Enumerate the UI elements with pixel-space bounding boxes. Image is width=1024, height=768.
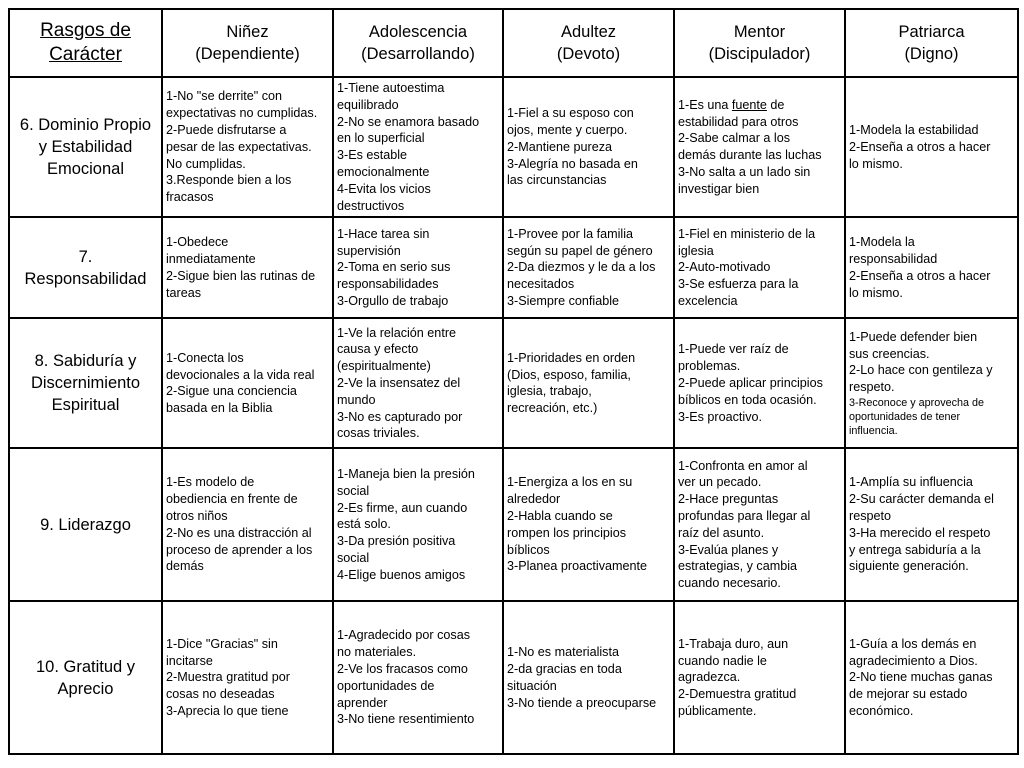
cell-line: 1-Es una fuente de [678,97,785,112]
cell-line: 1-Trabaja duro, aun [678,636,789,651]
cell-line: 3-Aprecia lo que tiene [166,704,289,719]
cell-line: agradezca. [678,670,741,685]
cell-line: 2-Auto-motivado [678,260,771,275]
cell-line: 1-No "se derrite" con [166,89,283,104]
cell-line: rompen los principios [507,525,626,540]
cell-line: 2-No es una distracción al [166,525,312,540]
cell-line: 2-Toma en serio sus [337,260,451,275]
header-traits-text [12,19,159,67]
cell-line: 4-Elige buenos amigos [337,567,466,582]
column-subtitle: (Devoto) [556,45,621,63]
column-title: Adultez [560,23,617,41]
cell-line: 2-Es firme, aun cuando [337,500,468,515]
cell-line: 1-Puede defender bien [849,329,978,344]
cell-line: tareas [166,285,202,300]
table-cell [333,217,503,318]
cell-line: 3-Siempre confiable [507,294,620,309]
table-cell [674,601,845,754]
trait-name-line: 6. Dominio Propio [19,116,152,135]
cell-line: iglesia [678,243,714,258]
cell-line: sus creencias. [849,346,930,361]
table-cell [162,318,333,448]
cell-line: supervisión [337,243,401,258]
cell-line: (espiritualmente) [337,359,431,374]
cell-line: raíz del asunto. [678,525,765,540]
table-cell [845,318,1018,448]
cell-line: está solo. [337,517,391,532]
table-cell [333,77,503,217]
table-row [9,77,1018,217]
cell-line: 2-Muestra gratitud por [166,670,290,685]
trait-name-line: Espiritual [51,396,120,415]
cell-line: 1-Modela la estabilidad [849,122,979,137]
cell-line: 3.Responde bien a los [166,173,292,188]
cell-line: fracasos [166,190,214,205]
cell-line: responsabilidades [337,277,439,292]
cell-line: basada en la Biblia [166,401,273,416]
cell-line: 3-No tiende a preocuparse [507,695,657,710]
cell-line: 2-Enseña a otros a hacer [849,268,991,283]
cell-line: 1-Modela la [849,235,915,250]
trait-name [9,217,162,318]
cell-line: devocionales a la vida real [166,367,315,382]
column-subtitle: (Discipulador) [708,45,811,63]
table-row [9,217,1018,318]
cell-line: 2-Hace preguntas [678,492,779,507]
column-subtitle: (Digno) [904,45,959,63]
header-traits [9,9,162,77]
table-row [9,318,1018,448]
cell-line: 3-Evalúa planes y [678,542,779,557]
cell-line: estabilidad para otros [678,114,799,129]
cell-line: 1-No es materialista [507,645,619,660]
cell-line: demás [166,559,204,574]
cell-line: de mejorar su estado [849,687,968,702]
cell-line: social [337,483,370,498]
header-adolescencia [333,9,503,77]
cell-line: económico. [849,704,914,719]
trait-name [9,77,162,217]
table-cell [674,448,845,601]
cell-line: 3-No salta a un lado sin [678,164,811,179]
cell-line: 2-Lo hace con gentileza y [849,363,993,378]
cell-line: responsabilidad [849,252,938,267]
cell-line: 1-Conecta los [166,350,244,365]
trait-name [9,318,162,448]
cell-line: necesitados [507,277,575,292]
cell-line: emocionalmente [337,164,430,179]
cell-line: problemas. [678,359,741,374]
cell-line: (Dios, esposo, familia, [507,367,631,382]
cell-line: 1-Confronta en amor al [678,458,808,473]
cell-line: 3-Alegría no basada en [507,156,638,171]
cell-line: proceso de aprender a los [166,542,313,557]
table-cell [503,77,674,217]
cell-line: 1-Tiene autoestima [337,81,445,95]
cell-line: siguiente generación. [849,559,969,574]
table-cell [162,77,333,217]
cell-line: 2-Habla cuando se [507,509,613,524]
cell-line: profundas para llegar al [678,509,811,524]
cell-line: aprender [337,695,388,710]
table-cell [503,448,674,601]
cell-line: 3-Da presión positiva [337,534,456,549]
cell-line: bíblicos en toda ocasión. [678,392,817,407]
underlined-word: fuente [731,97,767,112]
cell-line: recreación, etc.) [507,401,598,416]
cell-line: lo mismo. [849,285,903,300]
cell-line: ver un pecado. [678,475,762,490]
cell-line: investigar bien [678,181,760,196]
cell-line: 2-No se enamora basado [337,114,480,129]
cell-line: alrededor [507,492,561,507]
cell-line: obediencia en frente de [166,492,298,507]
header-mentor [674,9,845,77]
column-title: Niñez [226,23,269,41]
cell-line: bíblicos [507,542,550,557]
table-cell [674,77,845,217]
header-row [9,9,1018,77]
cell-line: 2-Ve la insensatez del [337,375,461,390]
trait-name-line: 10. Gratitud y [35,657,136,676]
cell-line: iglesia, trabajo, [507,384,592,399]
cell-line: 2-Sabe calmar a los [678,131,790,146]
cell-line: 1-Dice "Gracias" sin [166,636,278,651]
cell-line: mundo [337,392,376,407]
header-patriarca [845,9,1018,77]
column-title: Adolescencia [368,23,468,41]
cell-line: 1-Prioridades en orden [507,350,636,365]
trait-name-line: 7. [78,247,93,266]
cell-line: social [337,551,370,566]
cell-line: oportunidades de [337,678,435,693]
cell-line: las circunstancias [507,173,607,188]
cell-line: no materiales. [337,645,417,660]
cell-line: 2-Enseña a otros a hacer [849,139,991,154]
cell-line: 1-Puede ver raíz de [678,342,789,357]
table-cell [674,318,845,448]
cell-line: situación [507,678,557,693]
table-cell [333,601,503,754]
cell-line: cuando necesario. [678,576,781,591]
cell-line: No cumplidas. [166,156,246,171]
cell-line: según su papel de género [507,243,653,258]
table-cell [845,217,1018,318]
cell-line: excelencia [678,294,738,309]
column-subtitle: (Desarrollando) [361,45,475,63]
cell-line: 1-Maneja bien la presión [337,467,475,482]
cell-line: 3-Planea proactivamente [507,559,648,574]
cell-line: pesar de las expectativas. [166,139,312,154]
cell-line: 2-Su carácter demanda el [849,492,994,507]
cell-line: 1-Es modelo de [166,475,255,490]
cell-line: cuando nadie le [678,653,767,668]
cell-line-small: 3-Reconoce y aprovecha de [849,396,985,409]
cell-line: 1-Provee por la familia [507,226,633,241]
cell-line: 4-Evita los vicios [337,181,431,196]
cell-line: cosas triviales. [337,426,420,441]
header-traits-line: Carácter [49,44,122,65]
cell-line: 2-da gracias en toda [507,662,622,677]
cell-line: 1-Amplía su influencia [849,475,973,490]
trait-name-line: y Estabilidad [38,138,133,157]
trait-name [9,448,162,601]
cell-line: 3-Es estable [337,148,408,163]
cell-line: públicamente. [678,704,757,719]
table-cell [503,601,674,754]
cell-line: lo mismo. [849,156,903,171]
cell-line-small: oportunidades de tener [849,410,961,423]
trait-name-line: 9. Liderazgo [40,515,131,534]
header-adultez [503,9,674,77]
table-cell [845,448,1018,601]
cell-line: 1-Fiel a su esposo con [507,106,634,121]
cell-line: 2-Da diezmos y le da a los [507,260,656,275]
table-cell [845,77,1018,217]
cell-line: 2-Puede disfrutarse a [166,122,287,137]
cell-line: respeto [849,509,892,524]
cell-line: 1-Agradecido por cosas [337,628,471,643]
header-ninez [162,9,333,77]
cell-line: 3-No tiene resentimiento [337,712,475,727]
table-row [9,601,1018,754]
cell-line: 3-Es proactivo. [678,409,762,424]
table-cell [162,448,333,601]
cell-line: 1-Guía a los demás en [849,636,977,651]
cell-line: 1-Ve la relación entre [337,325,457,340]
cell-line: ojos, mente y cuerpo. [507,122,628,137]
cell-line: inmediatamente [166,252,256,267]
header-traits-line: Rasgos de [40,20,131,41]
table-row [9,448,1018,601]
column-title: Patriarca [898,23,965,41]
cell-line: 1-Energiza a los en su [507,475,633,490]
cell-line: 2-Sigue bien las rutinas de [166,268,316,283]
trait-name-line: Aprecio [57,679,114,698]
cell-line: respeto. [849,380,895,395]
column-title: Mentor [733,23,786,41]
cell-line: 3-Ha merecido el respeto [849,525,991,540]
cell-line: incitarse [166,653,213,668]
cell-line: 1-Hace tarea sin [337,226,430,241]
table-cell [162,601,333,754]
cell-line: 2-No tiene muchas ganas [849,670,993,685]
cell-line: agradecimiento a Dios. [849,653,978,668]
column-subtitle: (Dependiente) [195,45,300,63]
cell-line: 1-Fiel en ministerio de la [678,226,816,241]
cell-line: 2-Ve los fracasos como [337,662,468,677]
trait-name-line: Emocional [46,160,125,179]
table-cell [845,601,1018,754]
table-cell [674,217,845,318]
trait-name-line: Responsabilidad [24,269,147,288]
trait-name-line: Discernimiento [30,374,141,393]
trait-name-line: 8. Sabiduría y [34,352,137,371]
table-cell [503,318,674,448]
cell-line-small: influencia. [849,424,898,437]
table-cell [503,217,674,318]
cell-line: 2-Mantiene pureza [507,139,613,154]
cell-line: 3-Se esfuerza para la [678,277,799,292]
cell-line: 2-Sigue una conciencia [166,384,297,399]
cell-line: y entrega sabiduría a la [849,542,981,557]
cell-line: 3-No es capturado por [337,409,463,424]
cell-line: equilibrado [337,97,399,112]
cell-line: 2-Demuestra gratitud [678,687,797,702]
table-cell [162,217,333,318]
cell-line: otros niños [166,509,228,524]
cell-line: destructivos [337,198,405,213]
table-cell [333,448,503,601]
cell-line: estrategias, y cambia [678,559,797,574]
cell-line: 3-Orgullo de trabajo [337,294,449,309]
cell-line: 2-Puede aplicar principios [678,375,823,390]
cell-line: en lo superficial [337,131,425,146]
character-traits-table [8,8,1019,755]
cell-line: cosas no deseadas [166,687,275,702]
cell-line: expectativas no cumplidas. [166,106,318,121]
cell-line: causa y efecto [337,342,419,357]
table-cell [333,318,503,448]
cell-line: demás durante las luchas [678,148,822,163]
cell-line: 1-Obedece [166,235,229,250]
trait-name [9,601,162,754]
